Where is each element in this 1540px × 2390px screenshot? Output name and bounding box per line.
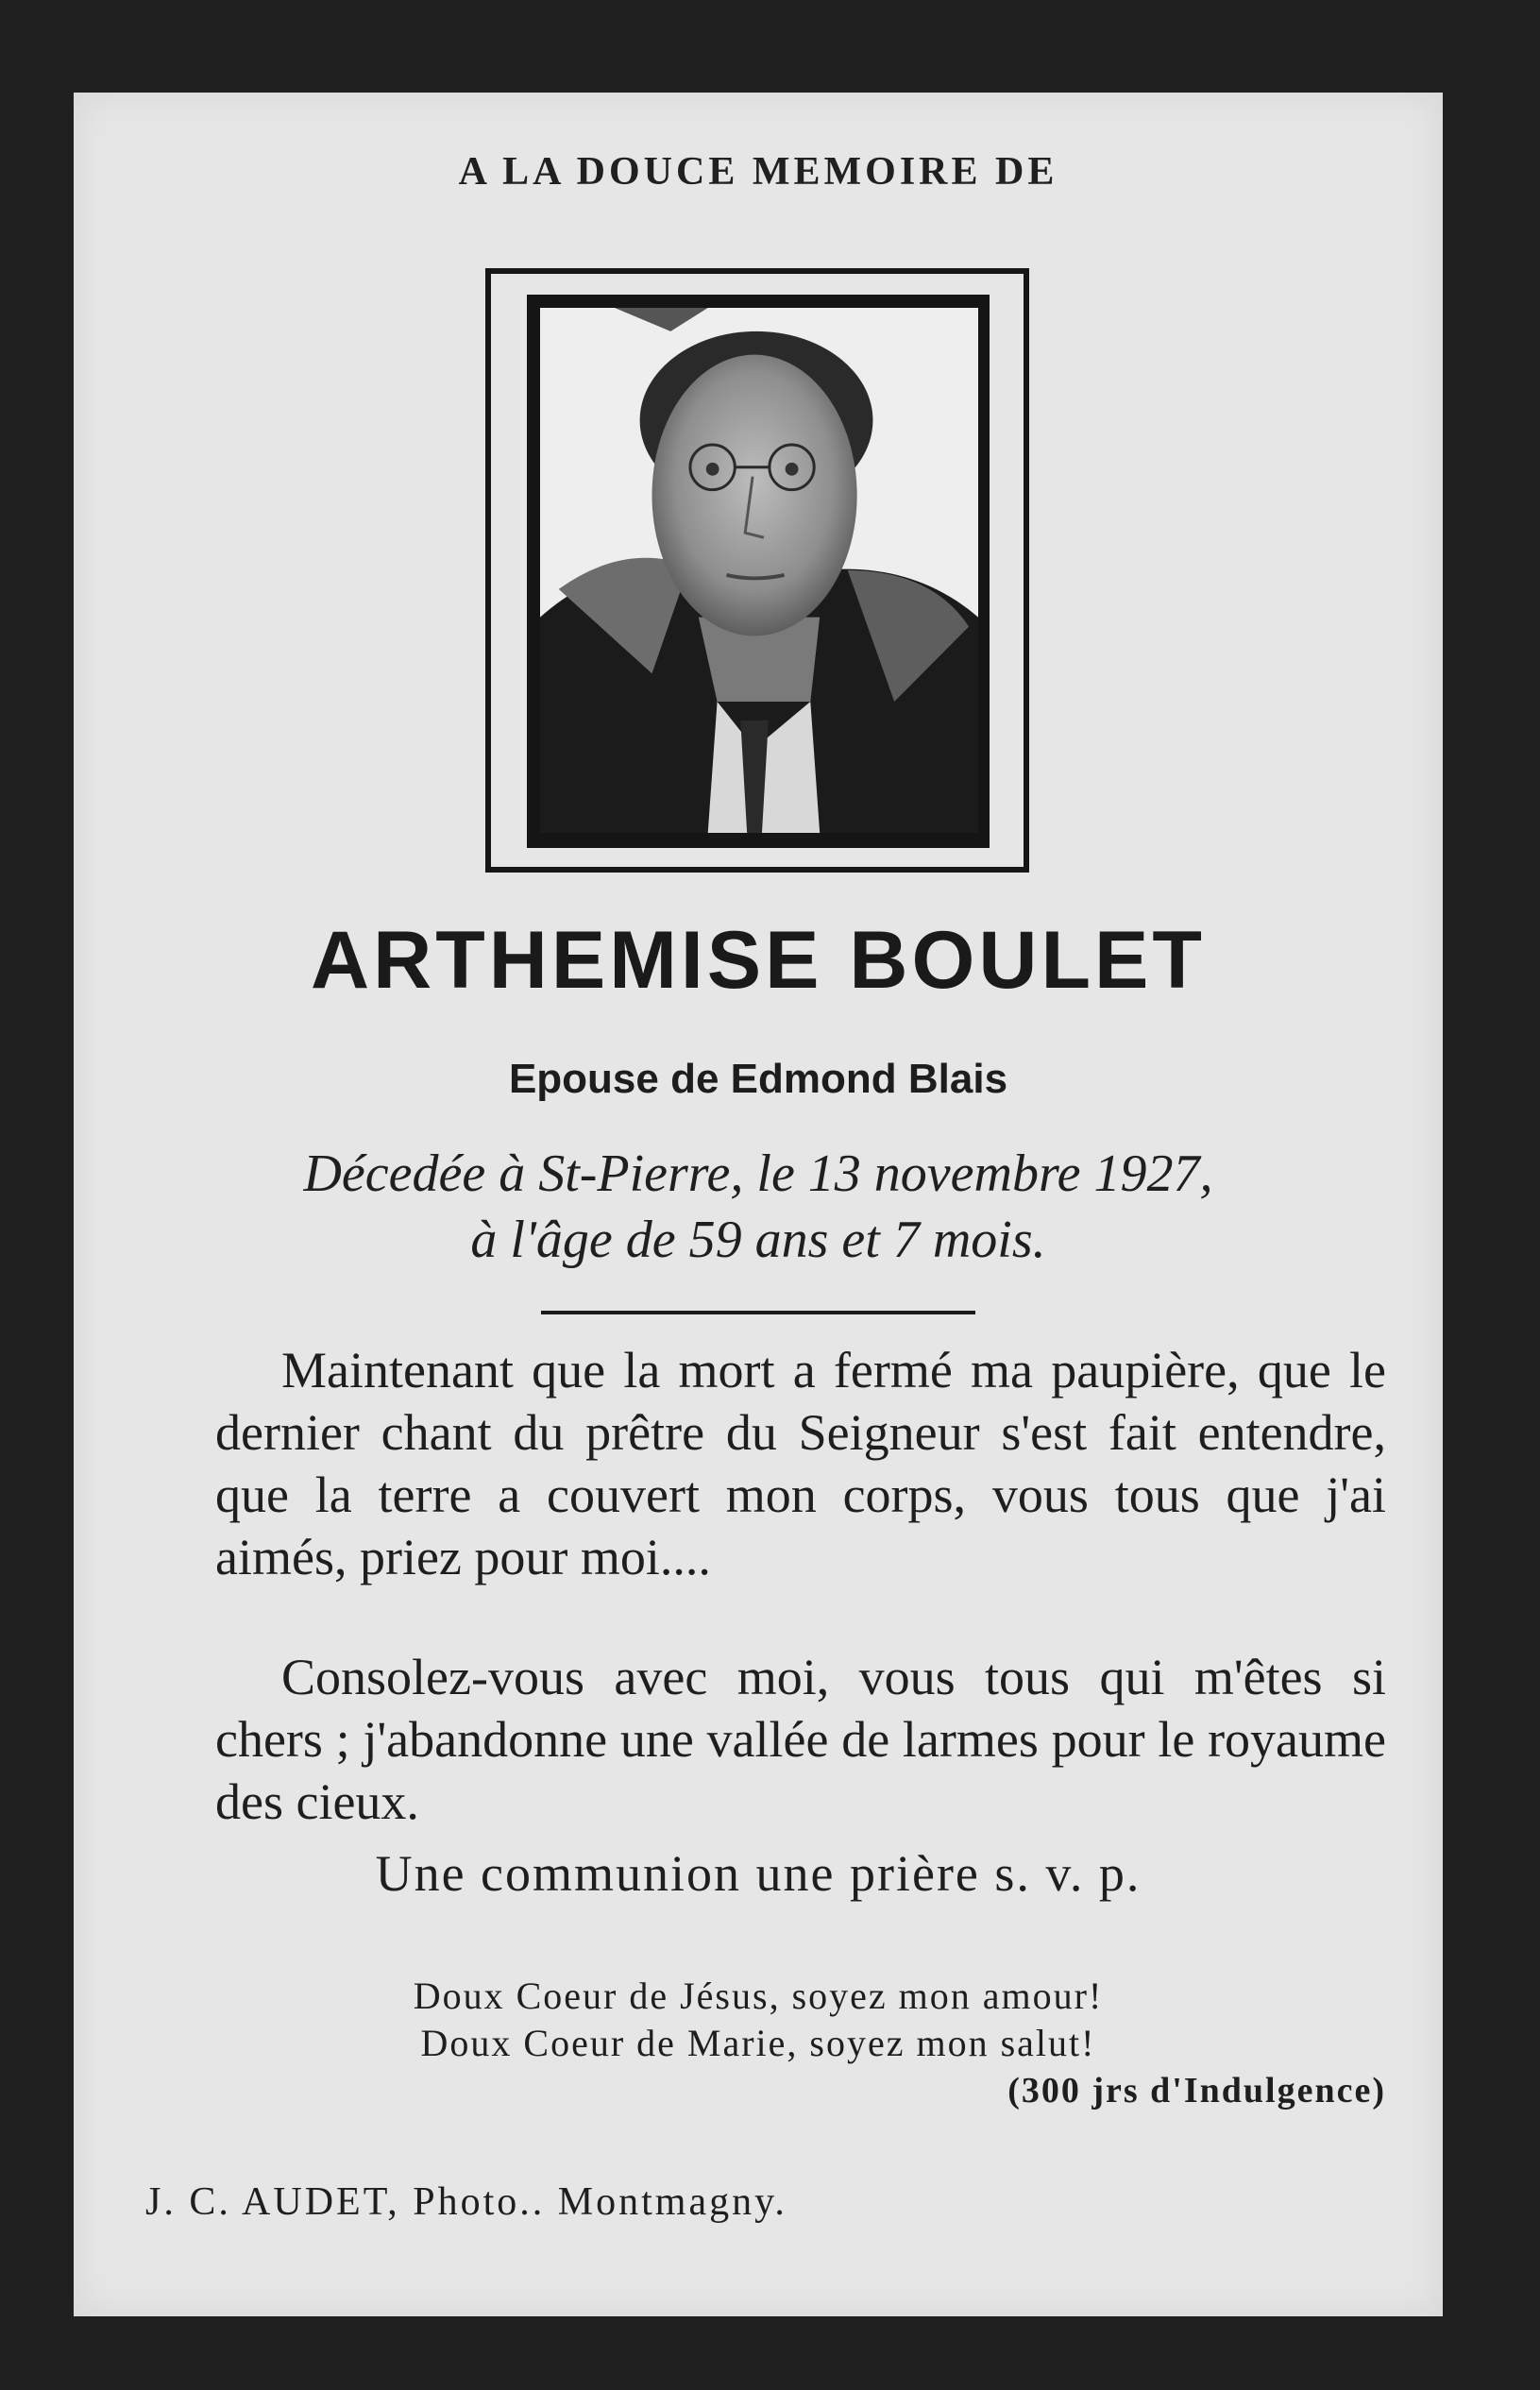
verse-paragraph-2: Consolez-vous avec moi, vous tous qui m'êtes si chers ; j'abandonne une vallée de larmes pour le royaume des cieux.: [215, 1649, 1386, 1830]
death-date-line: Décedée à St-Pierre, le 13 novembre 1927,: [303, 1144, 1213, 1203]
verse-paragraph-1: Maintenant que la mort a fermé ma paupière, que le dernier chant du prêtre du Seigneur s'est fait entendre, que la terre a couvert mon corps, vous tous que j'ai aimés, priez pour moi....: [215, 1342, 1386, 1585]
portrait-image: [540, 308, 978, 833]
portrait-frame: [485, 268, 1029, 873]
indulgence-note: (300 jrs d'Indulgence): [1007, 2071, 1386, 2110]
deceased-name: ARTHEMISE BOULET: [311, 915, 1206, 1006]
age-line: à l'âge de 59 ans et 7 mois.: [470, 1211, 1046, 1269]
spouse-line: Epouse de Edmond Blais: [508, 1056, 1008, 1102]
prayer-line-jesus: Doux Coeur de Jésus, soyez mon amour!: [413, 1975, 1104, 2017]
prayer-line-marie: Doux Coeur de Marie, soyez mon salut!: [420, 2022, 1096, 2064]
portrait-photo: [540, 308, 978, 833]
memorial-card: [74, 93, 1443, 2316]
card-header: A LA DOUCE MEMOIRE DE: [458, 150, 1058, 194]
prayer-request: Une communion une prière s. v. p.: [375, 1845, 1142, 1902]
divider-rule: [541, 1311, 975, 1314]
photographer-credit: J. C. AUDET, Photo.. Montmagny.: [145, 2180, 787, 2224]
portrait-mat: [527, 295, 990, 848]
death-details: [74, 1141, 1443, 1273]
